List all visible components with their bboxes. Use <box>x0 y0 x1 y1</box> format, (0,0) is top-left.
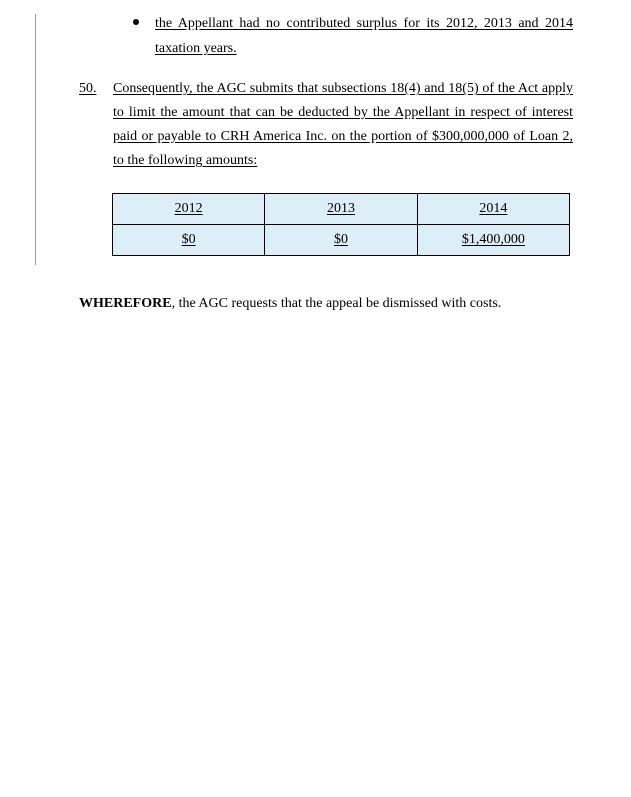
paragraph-line-3: paid or payable to CRH America Inc. on the portion of $300,000,000 of Loan 2, <box>113 129 573 144</box>
bullet-text-line-1: the Appellant had no contributed surplus for its 2012, 2013 and 2014 <box>155 16 573 31</box>
conclusion-lead: WHEREFORE <box>79 296 172 311</box>
conclusion-text: , the AGC requests that the appeal be dismissed with costs. <box>171 296 502 311</box>
paragraph-line-4: to the following amounts: <box>113 153 258 168</box>
paragraph-line-2: to limit the amount that can be deducted by the Appellant in respect of interest <box>113 105 573 120</box>
revision-change-bar <box>35 14 36 265</box>
table-header-cell: 2012 <box>113 194 265 225</box>
table-header-row <box>113 194 570 225</box>
table-cell: $0 <box>265 225 417 256</box>
paragraph-number: 50. <box>79 81 97 96</box>
paragraph-line-1: Consequently, the AGC submits that subsections 18(4) and 18(5) of the Act apply <box>113 81 573 96</box>
bullet-text-line-2: taxation years. <box>155 41 237 56</box>
deduction-amounts-table <box>112 193 570 256</box>
table-cell: $1,400,000 <box>417 225 569 256</box>
conclusion-paragraph <box>79 296 501 312</box>
bullet-icon <box>133 19 139 25</box>
table-row <box>113 225 570 256</box>
table-header-cell: 2013 <box>265 194 417 225</box>
table-cell: $0 <box>113 225 265 256</box>
table-header-cell: 2014 <box>417 194 569 225</box>
